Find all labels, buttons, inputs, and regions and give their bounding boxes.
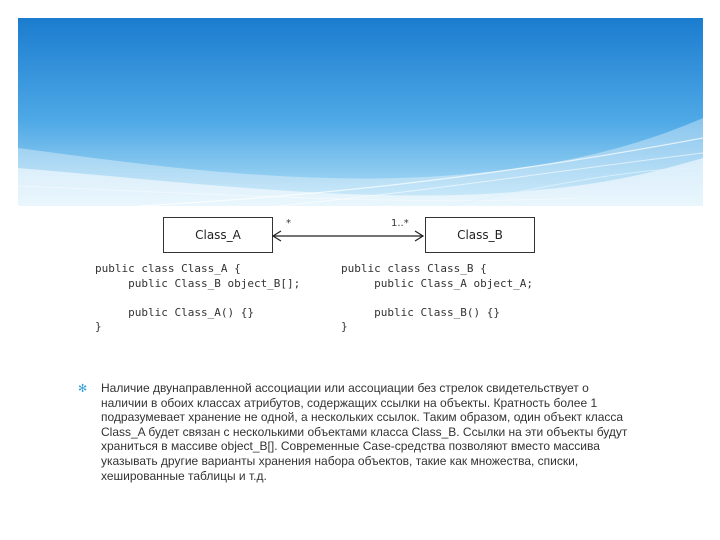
multiplicity-b: 1..*	[391, 218, 409, 229]
header-wave-decoration	[18, 18, 703, 206]
header-band	[18, 18, 703, 206]
bullet-paragraph: Наличие двунаправленной ассоциации или ассоциации без стрелок свидетельствует о наличии в обоих классах атрибутов, содержащих ссылки на объекты. Кратность более 1 подразумевает хранение не одной, а нескольких ссылок. Таким образом, один объект класса Class_A будет связан с несколькими объектами класса Class_B. Ссылки на эти объекты будут храниться в массиве object_B[]. Современные Case-средства позволяют вместо массива указывать другие варианты хранения набора объектов, такие как множества, списки, хешированные таблицы и т.д.	[101, 381, 628, 483]
multiplicity-a: *	[286, 218, 291, 229]
sparkle-bullet-icon: ✻	[78, 382, 88, 395]
class-b-label: Class_B	[457, 228, 503, 242]
class-a-label: Class_A	[195, 228, 241, 242]
code-class-b: public class Class_B { public Class_A object_A; public Class_B() {} }	[341, 262, 534, 333]
bullet-item	[78, 381, 638, 483]
code-class-a: public class Class_A { public Class_B object_B[]; public Class_A() {} }	[95, 262, 301, 333]
